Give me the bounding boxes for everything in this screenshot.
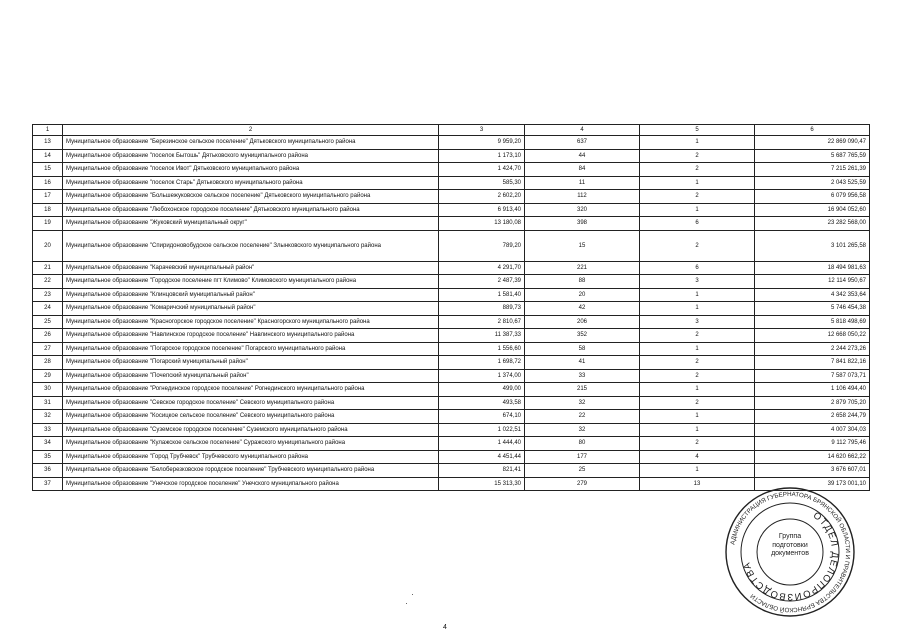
table-row: [33, 369, 870, 383]
table-cell-v6: 12 114 950,67: [755, 275, 870, 289]
table-cell-v5: 2: [640, 163, 755, 177]
table-cell-v3: 1 374,00: [439, 369, 525, 383]
table-cell-n: 34: [33, 437, 63, 451]
table-cell-v4: 112: [525, 190, 640, 204]
table-cell-v5: 2: [640, 329, 755, 343]
table-cell-v3: 4 291,70: [439, 261, 525, 275]
table-row: [33, 163, 870, 177]
table-row: [33, 261, 870, 275]
table-cell-v4: 44: [525, 149, 640, 163]
table-cell-n: 29: [33, 369, 63, 383]
table-row: [33, 396, 870, 410]
table-cell-name: Муниципальное образование "Почепский муниципальный район": [63, 369, 439, 383]
column-header: 2: [63, 125, 439, 136]
table-cell-v5: 1: [640, 342, 755, 356]
table-cell-v5: 2: [640, 230, 755, 261]
table-cell-v3: 2 810,67: [439, 315, 525, 329]
table-cell-v4: 398: [525, 217, 640, 231]
table-cell-n: 21: [33, 261, 63, 275]
scan-speck: [406, 603, 407, 604]
table-cell-v4: 88: [525, 275, 640, 289]
table-cell-v6: 2 879 705,20: [755, 396, 870, 410]
table-row: [33, 464, 870, 478]
table-cell-name: Муниципальное образование "Городское поселение пгт Климово" Климовского муниципального района: [63, 275, 439, 289]
column-header: 1: [33, 125, 63, 136]
table-cell-v4: 15: [525, 230, 640, 261]
table-cell-v3: 674,10: [439, 410, 525, 424]
table-cell-n: 24: [33, 302, 63, 316]
table-cell-v4: 33: [525, 369, 640, 383]
table-cell-v3: 1 022,51: [439, 423, 525, 437]
table-cell-v5: 4: [640, 450, 755, 464]
table-row: [33, 329, 870, 343]
table-cell-v3: 499,00: [439, 383, 525, 397]
table-cell-v4: 25: [525, 464, 640, 478]
table-cell-v3: 9 959,20: [439, 136, 525, 150]
table-cell-v4: 84: [525, 163, 640, 177]
table-cell-name: Муниципальное образование "Карачевский муниципальный район": [63, 261, 439, 275]
table-cell-name: Муниципальное образование "Любохонское городское поселение" Дятьковского муниципального района: [63, 203, 439, 217]
table-row: [33, 383, 870, 397]
table-cell-v3: 1 556,60: [439, 342, 525, 356]
table-cell-v5: 2: [640, 396, 755, 410]
table-cell-v4: 206: [525, 315, 640, 329]
table-cell-v6: 4 342 353,64: [755, 288, 870, 302]
table-cell-n: 30: [33, 383, 63, 397]
table-cell-n: 14: [33, 149, 63, 163]
table-body: [33, 136, 870, 491]
table-cell-name: Муниципальное образование "Косицкое сельское поселение" Севского муниципального района: [63, 410, 439, 424]
table-cell-v4: 637: [525, 136, 640, 150]
table-cell-v5: 1: [640, 410, 755, 424]
table-cell-v5: 1: [640, 176, 755, 190]
stamp-line: документов: [771, 550, 809, 557]
table-cell-v3: 1 173,10: [439, 149, 525, 163]
table-cell-name: Муниципальное образование "Спиридоновобудское сельское поселение" Злынковского муниципального района: [63, 230, 439, 261]
table-cell-v3: 789,20: [439, 230, 525, 261]
table-cell-v5: 2: [640, 437, 755, 451]
table-cell-name: Муниципальное образование "Севское городское поселение" Севского муниципального района: [63, 396, 439, 410]
table-cell-name: Муниципальное образование "Клинцовский муниципальный район": [63, 288, 439, 302]
table-cell-n: 31: [33, 396, 63, 410]
table-row: [33, 203, 870, 217]
table-cell-v3: 1 698,72: [439, 356, 525, 370]
data-table: [32, 124, 870, 491]
table-cell-v4: 32: [525, 423, 640, 437]
table-cell-n: 18: [33, 203, 63, 217]
table-cell-v6: 7 215 261,39: [755, 163, 870, 177]
table-cell-v5: 13: [640, 477, 755, 491]
table-cell-v3: 13 180,08: [439, 217, 525, 231]
table-cell-name: Муниципальное образование "Красногорское городское поселение" Красногорского муниципального района: [63, 315, 439, 329]
column-header: 3: [439, 125, 525, 136]
table-cell-name: Муниципальное образование "Суземское городское поселение" Суземского муниципального района: [63, 423, 439, 437]
table-cell-v6: 5 818 498,69: [755, 315, 870, 329]
table-cell-v5: 2: [640, 149, 755, 163]
table-cell-v6: 3 101 265,58: [755, 230, 870, 261]
table-cell-name: Муниципальное образование "Комаричский муниципальный район": [63, 302, 439, 316]
table-cell-name: Муниципальное образование "поселок Бытошь" Дятьковского муниципального района: [63, 149, 439, 163]
table-cell-n: 13: [33, 136, 63, 150]
table-row: [33, 190, 870, 204]
table-row: [33, 342, 870, 356]
table-cell-v5: 6: [640, 261, 755, 275]
column-header: 6: [755, 125, 870, 136]
table-cell-v3: 1 581,40: [439, 288, 525, 302]
table-cell-v5: 1: [640, 288, 755, 302]
table-cell-n: 25: [33, 315, 63, 329]
table-cell-v3: 11 387,33: [439, 329, 525, 343]
table-cell-n: 36: [33, 464, 63, 478]
official-stamp: [724, 486, 856, 618]
table-cell-v6: 7 587 073,71: [755, 369, 870, 383]
table-cell-n: 22: [33, 275, 63, 289]
table-cell-name: Муниципальное образование "Навлинское городское поселение" Навлинского муниципального района: [63, 329, 439, 343]
table-cell-v5: 1: [640, 203, 755, 217]
table-row: [33, 288, 870, 302]
table-cell-v3: 1 424,70: [439, 163, 525, 177]
table-cell-v3: 6 913,40: [439, 203, 525, 217]
column-header: 5: [640, 125, 755, 136]
table-row: [33, 356, 870, 370]
table-cell-v3: 493,58: [439, 396, 525, 410]
table-cell-v4: 41: [525, 356, 640, 370]
table-cell-v3: 889,73: [439, 302, 525, 316]
table-row: [33, 450, 870, 464]
table-cell-v6: 39 173 001,10: [755, 477, 870, 491]
stamp-outer-text: АДМИНИСТРАЦИЯ ГУБЕРНАТОРА БРЯНСКОЙ ОБЛАСТИ И ПРАВИТЕЛЬСТВА БРЯНСКОЙ ОБЛАСТИ: [729, 490, 852, 614]
table-cell-name: Муниципальное образование "Погарский муниципальный район": [63, 356, 439, 370]
table-cell-v6: 22 869 090,47: [755, 136, 870, 150]
table-cell-v5: 1: [640, 383, 755, 397]
table-cell-v3: 4 451,44: [439, 450, 525, 464]
table-cell-n: 35: [33, 450, 63, 464]
table-header-row: [33, 125, 870, 136]
table-cell-name: Муниципальное образование "Березинское сельское поселение" Дятьковского муниципального района: [63, 136, 439, 150]
table-cell-n: 15: [33, 163, 63, 177]
table-cell-v4: 177: [525, 450, 640, 464]
table-cell-n: 33: [33, 423, 63, 437]
table-row: [33, 149, 870, 163]
table-cell-v4: 20: [525, 288, 640, 302]
table-cell-v3: 2 487,39: [439, 275, 525, 289]
table-cell-v4: 80: [525, 437, 640, 451]
table-cell-v4: 352: [525, 329, 640, 343]
column-header: 4: [525, 125, 640, 136]
table-cell-n: 37: [33, 477, 63, 491]
table-cell-name: Муниципальное образование "Погарское городское поселение" Погарского муниципального района: [63, 342, 439, 356]
table-row: [33, 315, 870, 329]
table-cell-v5: 3: [640, 275, 755, 289]
table-row: [33, 410, 870, 424]
table-cell-name: Муниципальное образование "Город Трубчевск" Трубчевского муниципального района: [63, 450, 439, 464]
table-row: [33, 275, 870, 289]
table-cell-v6: 12 668 050,22: [755, 329, 870, 343]
table-row: [33, 423, 870, 437]
table-cell-v5: 1: [640, 423, 755, 437]
table-cell-v6: 9 112 795,46: [755, 437, 870, 451]
table-cell-v6: 5 746 454,38: [755, 302, 870, 316]
table-cell-n: 16: [33, 176, 63, 190]
table-cell-v4: 279: [525, 477, 640, 491]
table-cell-v5: 1: [640, 136, 755, 150]
table-cell-v4: 320: [525, 203, 640, 217]
table-cell-n: 19: [33, 217, 63, 231]
table-cell-n: 17: [33, 190, 63, 204]
table-cell-v6: 1 106 494,40: [755, 383, 870, 397]
stamp-inner-text: ОТДЕЛ ДЕЛОПРОИЗВОДСТВА: [741, 510, 841, 603]
table-cell-v5: 1: [640, 464, 755, 478]
table-cell-n: 26: [33, 329, 63, 343]
table-cell-name: Муниципальное образование "Жуковский муниципальный округ": [63, 217, 439, 231]
table-cell-v6: 23 282 568,00: [755, 217, 870, 231]
table-cell-v5: 1: [640, 302, 755, 316]
table-cell-n: 23: [33, 288, 63, 302]
table-cell-v6: 4 007 304,03: [755, 423, 870, 437]
table-cell-v6: 14 620 662,22: [755, 450, 870, 464]
table-cell-n: 28: [33, 356, 63, 370]
table-cell-v3: 15 313,30: [439, 477, 525, 491]
table-cell-v5: 2: [640, 356, 755, 370]
page-number: 4: [443, 624, 447, 631]
table-cell-v3: 821,41: [439, 464, 525, 478]
table-row: [33, 302, 870, 316]
table-cell-n: 20: [33, 230, 63, 261]
table-cell-v4: 58: [525, 342, 640, 356]
table-cell-n: 32: [33, 410, 63, 424]
table-row: [33, 217, 870, 231]
table-cell-v6: 5 687 765,59: [755, 149, 870, 163]
table-cell-name: Муниципальное образование "Рогнединское городское поселение" Рогнединского муниципального района: [63, 383, 439, 397]
table-cell-v6: 18 494 981,63: [755, 261, 870, 275]
table-cell-v4: 32: [525, 396, 640, 410]
table-cell-v3: 2 602,20: [439, 190, 525, 204]
stamp-center-text: [754, 533, 826, 559]
table-cell-v3: 585,30: [439, 176, 525, 190]
table-row: [33, 136, 870, 150]
table-row: [33, 230, 870, 261]
table-cell-v6: 7 841 822,16: [755, 356, 870, 370]
table-cell-v4: 22: [525, 410, 640, 424]
table-cell-v5: 2: [640, 190, 755, 204]
table-row: [33, 437, 870, 451]
stamp-line: Группа: [778, 533, 802, 540]
table-cell-name: Муниципальное образование "Унечское городское поселение" Унечского муниципального района: [63, 477, 439, 491]
table-cell-name: Муниципальное образование "поселок Старь" Дятьковского муниципального района: [63, 176, 439, 190]
table-cell-v6: 16 904 052,60: [755, 203, 870, 217]
table-cell-v6: 6 079 956,58: [755, 190, 870, 204]
table-cell-name: Муниципальное образование "Белоберезковское городское поселение" Трубчевского муниципального района: [63, 464, 439, 478]
table-cell-v4: 215: [525, 383, 640, 397]
table-cell-v5: 2: [640, 369, 755, 383]
stamp-line: подготовки: [772, 541, 808, 549]
table-cell-v4: 42: [525, 302, 640, 316]
table-cell-v5: 3: [640, 315, 755, 329]
table-row: [33, 176, 870, 190]
table-cell-v6: 2 043 525,59: [755, 176, 870, 190]
table-cell-v5: 6: [640, 217, 755, 231]
scan-speck: [412, 594, 413, 595]
table-cell-v4: 221: [525, 261, 640, 275]
table-cell-v6: 2 658 244,79: [755, 410, 870, 424]
table-cell-name: Муниципальное образование "Кулажское сельское поселение" Суражского муниципального района: [63, 437, 439, 451]
table-cell-v6: 2 244 273,26: [755, 342, 870, 356]
table-cell-v6: 3 676 607,01: [755, 464, 870, 478]
table-cell-name: Муниципальное образование "поселок Ивот" Дятьковского муниципального района: [63, 163, 439, 177]
table-cell-n: 27: [33, 342, 63, 356]
table-cell-name: Муниципальное образование "Большежуковское сельское поселение" Дятьковского муниципального района: [63, 190, 439, 204]
table-cell-v4: 11: [525, 176, 640, 190]
table-cell-v3: 1 444,40: [439, 437, 525, 451]
